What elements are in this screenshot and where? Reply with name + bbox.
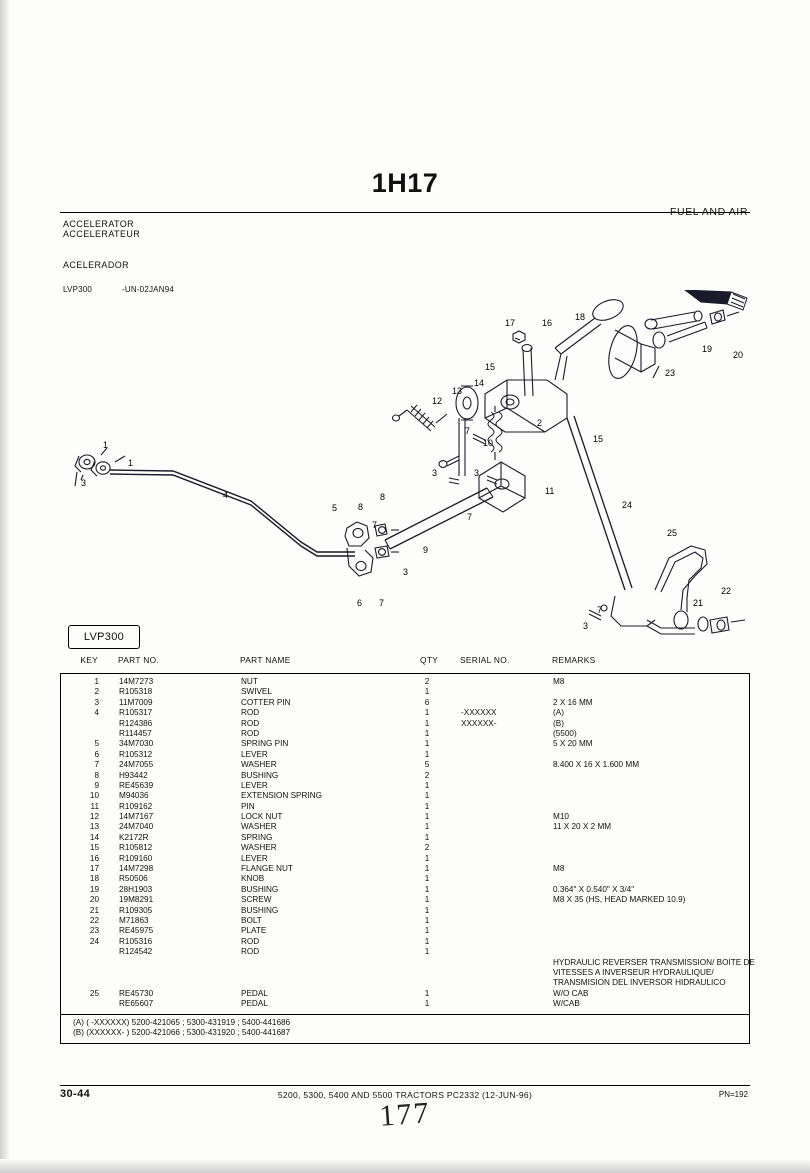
table-row <box>61 999 749 1009</box>
parts-table-notes <box>60 1015 750 1043</box>
table-note: (A) ( -XXXXXX) 5200-421065 ; 5300-431919 ; 5400-441686 <box>73 1017 291 1027</box>
group-title-fr: ACCELERATEUR <box>63 229 141 239</box>
cell-part-no: K2172R <box>119 832 149 842</box>
cell-qty: 1 <box>424 853 430 863</box>
table-row <box>61 906 749 916</box>
table-row <box>61 926 749 936</box>
exploded-view-illustration <box>55 290 755 650</box>
callout-6: 6 <box>357 598 363 608</box>
callout-7e: 7 <box>465 426 471 436</box>
callout-23: 23 <box>665 368 676 378</box>
cell-part-name: LEVER <box>241 853 268 863</box>
cell-key: 13 <box>89 822 99 832</box>
table-row <box>61 781 749 791</box>
variant-badge-label: LVP300 <box>83 631 125 643</box>
cell-part-name: ROD <box>241 936 260 946</box>
footer-page-number: 30-44 <box>60 1088 91 1100</box>
cell-part-name: WASHER <box>241 822 277 832</box>
cell-part-name: PIN <box>241 801 255 811</box>
cell-remarks: 11 X 20 X 2 MM <box>553 822 612 832</box>
footer-model-line: 5200, 5300, 5400 AND 5500 TRACTORS PC2332 (12-JUN-96) <box>277 1090 533 1100</box>
callout-3c: 3 <box>432 468 438 478</box>
cell-key: 22 <box>89 915 99 925</box>
cell-remarks: W/CAB <box>553 999 580 1009</box>
callout-10: 10 <box>483 438 494 448</box>
cell-remarks: HYDRAULIC REVERSER TRANSMISSION/ BOITE DE <box>553 957 755 967</box>
cell-qty: 2 <box>424 677 430 686</box>
callout-8a: 8 <box>358 502 364 512</box>
table-row <box>61 843 749 853</box>
column-header-remarks: REMARKS <box>552 655 596 665</box>
cell-remarks: M8 <box>553 677 565 686</box>
cell-part-name: LOCK NUT <box>241 812 283 822</box>
cell-part-name: KNOB <box>241 874 265 884</box>
cell-part-no: R105312 <box>119 749 153 759</box>
callout-15a: 15 <box>485 362 496 372</box>
table-row <box>61 895 749 905</box>
cell-qty: 1 <box>424 915 430 925</box>
table-row <box>61 978 749 988</box>
table-row <box>61 854 749 864</box>
cell-key: 11 <box>90 801 99 811</box>
callout-24: 24 <box>622 500 633 510</box>
callout-1a: 1 <box>103 440 109 450</box>
column-header-qty: QTY <box>420 655 439 665</box>
callout-19: 19 <box>702 344 713 354</box>
cell-key: 10 <box>89 791 99 801</box>
callout-4: 4 <box>223 490 229 500</box>
column-header-part-no: PART NO. <box>118 655 160 665</box>
cell-part-name: EXTENSION SPRING <box>241 791 322 801</box>
cell-qty: 2 <box>424 843 430 853</box>
cell-key: 1 <box>94 677 99 686</box>
cell-key: 8 <box>94 770 99 780</box>
cell-part-name: SCREW <box>241 895 272 905</box>
footer-divider <box>60 1085 750 1086</box>
table-row <box>61 833 749 843</box>
callout-7c: 7 <box>467 512 473 522</box>
cell-qty: 1 <box>424 988 430 998</box>
cell-qty: 1 <box>424 708 430 718</box>
table-row <box>61 937 749 947</box>
cell-key: 4 <box>94 708 99 718</box>
table-row <box>61 947 749 957</box>
table-row <box>61 802 749 812</box>
cell-key: 17 <box>89 864 99 874</box>
callout-21: 21 <box>693 598 704 608</box>
cell-qty: 1 <box>424 718 430 728</box>
table-row <box>61 687 749 697</box>
cell-qty: 5 <box>424 760 430 770</box>
cell-remarks: (5500) <box>553 728 577 738</box>
table-row <box>61 864 749 874</box>
column-header-part-name: PART NAME <box>240 655 291 665</box>
cell-part-no: 24M7055 <box>119 760 154 770</box>
cell-part-no: 24M7040 <box>119 822 154 832</box>
cell-qty: 1 <box>424 936 430 946</box>
table-row <box>61 968 749 978</box>
cell-part-name: SPRING <box>241 832 273 842</box>
cell-key: 18 <box>89 874 99 884</box>
group-title-es: ACELERADOR <box>63 260 130 270</box>
table-row <box>61 812 749 822</box>
table-row <box>61 885 749 895</box>
callout-12: 12 <box>432 396 443 406</box>
callout-17: 17 <box>505 318 516 328</box>
callout-22: 22 <box>721 586 732 596</box>
cell-key: 21 <box>89 905 99 915</box>
cell-qty: 1 <box>424 822 430 832</box>
column-header-key: KEY <box>80 655 98 665</box>
cell-key: 12 <box>89 812 99 822</box>
cell-remarks: M8 <box>553 864 565 874</box>
callout-2: 2 <box>537 418 543 428</box>
cell-part-name: PLATE <box>241 926 267 936</box>
cell-part-no: R105317 <box>119 708 153 718</box>
cell-key: 9 <box>94 780 99 790</box>
cell-part-name: PEDAL <box>241 999 268 1009</box>
cell-serial-no: XXXXXX- <box>461 718 497 728</box>
cell-part-no: 28H1903 <box>119 884 153 894</box>
cell-key: 6 <box>94 749 99 759</box>
handwritten-page-number: 177 <box>378 1096 432 1133</box>
cell-part-name: WASHER <box>241 843 277 853</box>
cell-key: 24 <box>89 936 99 946</box>
cell-part-no: H93442 <box>119 770 148 780</box>
callout-25: 25 <box>667 528 678 538</box>
cell-part-no: 11M7009 <box>119 697 153 707</box>
table-row <box>61 719 749 729</box>
cell-part-no: M71863 <box>119 915 149 925</box>
callout-7d: 7 <box>597 605 603 615</box>
cell-qty: 1 <box>424 832 430 842</box>
cell-qty: 1 <box>424 905 430 915</box>
cell-part-no: R114457 <box>119 728 152 738</box>
callout-9: 9 <box>423 545 429 555</box>
cell-part-no: M94036 <box>119 791 149 801</box>
table-row <box>61 771 749 781</box>
cell-qty: 1 <box>424 739 430 749</box>
table-row <box>61 760 749 770</box>
callout-8b: 8 <box>380 492 386 502</box>
table-row <box>61 698 749 708</box>
cell-part-no: RE45975 <box>119 926 154 936</box>
column-header-serial: SERIAL NO. <box>460 655 510 665</box>
cell-qty: 1 <box>424 874 430 884</box>
cell-part-name: BUSHING <box>241 905 279 915</box>
callout-7a: 7 <box>372 520 378 530</box>
cell-key: 25 <box>89 988 99 998</box>
table-row <box>61 791 749 801</box>
cell-remarks: M10 <box>553 812 569 822</box>
cell-part-no: R105812 <box>119 843 153 853</box>
header-divider <box>60 212 750 213</box>
cell-part-name: NUT <box>241 677 258 686</box>
cell-serial-no: -XXXXXX <box>461 708 497 718</box>
cell-key: 5 <box>94 739 99 749</box>
table-row <box>61 708 749 718</box>
table-row <box>61 729 749 739</box>
cell-remarks: (A) <box>553 708 564 718</box>
cell-qty: 2 <box>424 770 430 780</box>
table-row <box>61 750 749 760</box>
scan-edge-bottom <box>0 1159 810 1173</box>
cell-part-no: R109160 <box>119 853 153 863</box>
cell-part-no: R105318 <box>119 687 153 697</box>
cell-key: 14 <box>89 832 99 842</box>
cell-key: 2 <box>94 687 99 697</box>
table-row <box>61 989 749 999</box>
cell-qty: 1 <box>424 728 430 738</box>
cell-part-no: R109162 <box>119 801 153 811</box>
cell-key: 20 <box>89 895 99 905</box>
cell-part-no: RE45639 <box>119 780 154 790</box>
cell-qty: 1 <box>424 895 430 905</box>
cell-part-no: R105316 <box>119 936 153 946</box>
cell-key: 7 <box>94 760 99 770</box>
table-row <box>61 874 749 884</box>
cell-qty: 1 <box>424 801 430 811</box>
callout-5: 5 <box>332 503 338 513</box>
cell-key: 19 <box>89 884 99 894</box>
cell-part-no: R124542 <box>119 947 153 957</box>
cell-part-name: LEVER <box>241 780 268 790</box>
cell-qty: 1 <box>424 780 430 790</box>
callout-15b: 15 <box>593 434 604 444</box>
cell-remarks: 8.400 X 16 X 1.600 MM <box>553 760 640 770</box>
cell-part-no: R109305 <box>119 905 153 915</box>
cell-qty: 1 <box>424 884 430 894</box>
parts-table-header <box>60 655 750 671</box>
cell-part-name: BOLT <box>241 915 262 925</box>
callout-11: 11 <box>545 486 555 496</box>
cell-part-no: 14M7167 <box>119 812 154 822</box>
figure-code: LVP300 <box>63 285 93 294</box>
cell-part-no: 14M7298 <box>119 864 154 874</box>
cell-part-name: ROD <box>241 708 260 718</box>
cell-qty: 1 <box>424 749 430 759</box>
section-title: FUEL AND AIR <box>670 206 748 218</box>
cell-remarks: (B) <box>553 718 564 728</box>
callout-7b: 7 <box>379 598 385 608</box>
cell-key: 16 <box>89 853 99 863</box>
callout-3e: 3 <box>583 621 589 631</box>
cell-part-name: SWIVEL <box>241 687 272 697</box>
footer-pn: PN=192 <box>718 1090 748 1099</box>
callout-3d: 3 <box>474 468 480 478</box>
parts-table-body <box>60 674 755 1014</box>
cell-part-no: 19M8291 <box>119 895 154 905</box>
cell-qty: 1 <box>424 999 430 1009</box>
cell-part-name: COTTER PIN <box>241 697 291 707</box>
cell-part-no: 14M7273 <box>119 677 154 686</box>
callout-3a: 3 <box>81 478 87 488</box>
cell-qty: 1 <box>424 687 430 697</box>
cell-remarks: 0.364" X 0.540" X 3/4" <box>553 884 635 894</box>
cell-qty: 1 <box>424 791 430 801</box>
callout-18: 18 <box>575 312 586 322</box>
group-title-en: ACCELERATOR <box>63 219 135 229</box>
cell-part-name: BUSHING <box>241 884 279 894</box>
cell-key: 15 <box>89 843 99 853</box>
callout-3b: 3 <box>403 567 409 577</box>
callout-14: 14 <box>474 378 485 388</box>
callout-20: 20 <box>733 350 744 360</box>
cell-part-no: R124386 <box>119 718 153 728</box>
cell-remarks: TRANSMISION DEL INVERSOR HIDRAULICO <box>553 978 726 988</box>
cell-part-name: LEVER <box>241 749 268 759</box>
cell-part-no: R50506 <box>119 874 148 884</box>
cell-part-name: PEDAL <box>241 988 268 998</box>
callout-1b: 1 <box>128 458 134 468</box>
table-row <box>61 822 749 832</box>
table-row <box>61 957 755 968</box>
cell-part-no: 34M7030 <box>119 739 154 749</box>
figure-date: -UN-02JAN94 <box>122 285 174 294</box>
table-row <box>61 916 749 926</box>
callout-13: 13 <box>452 386 463 396</box>
cell-part-name: ROD <box>241 728 260 738</box>
cell-part-name: FLANGE NUT <box>241 864 293 874</box>
cell-part-no: RE45730 <box>119 988 154 998</box>
cell-part-name: ROD <box>241 947 260 957</box>
callout-16: 16 <box>542 318 553 328</box>
figure-number: 1H17 <box>371 168 439 198</box>
cell-part-name: WASHER <box>241 760 277 770</box>
cell-qty: 6 <box>424 697 430 707</box>
cell-remarks: W/O CAB <box>553 988 589 998</box>
cell-qty: 1 <box>424 926 430 936</box>
cell-qty: 1 <box>424 947 430 957</box>
table-note: (B) (XXXXXX- ) 5200-421066 ; 5300-431920 ; 5400-441687 <box>73 1028 291 1038</box>
cell-key: 23 <box>89 926 99 936</box>
table-rule-bottom <box>60 1043 750 1044</box>
table-row <box>61 677 749 687</box>
cell-remarks: 2 X 16 MM <box>553 697 593 707</box>
cell-remarks: 5 X 20 MM <box>553 739 593 749</box>
cell-part-no: RE65607 <box>119 999 154 1009</box>
variant-badge <box>68 625 140 649</box>
cell-remarks: VITESSES A INVERSEUR HYDRAULIQUE/ <box>553 967 714 977</box>
table-row <box>61 739 749 749</box>
cell-part-name: ROD <box>241 718 260 728</box>
cell-remarks: M8 X 35 (HS, HEAD MARKED 10.9) <box>553 895 686 905</box>
cell-key: 3 <box>94 697 99 707</box>
cell-part-name: SPRING PIN <box>241 739 289 749</box>
cell-qty: 1 <box>424 812 430 822</box>
parts-table <box>60 655 755 1044</box>
cell-part-name: BUSHING <box>241 770 279 780</box>
cell-qty: 1 <box>424 864 430 874</box>
